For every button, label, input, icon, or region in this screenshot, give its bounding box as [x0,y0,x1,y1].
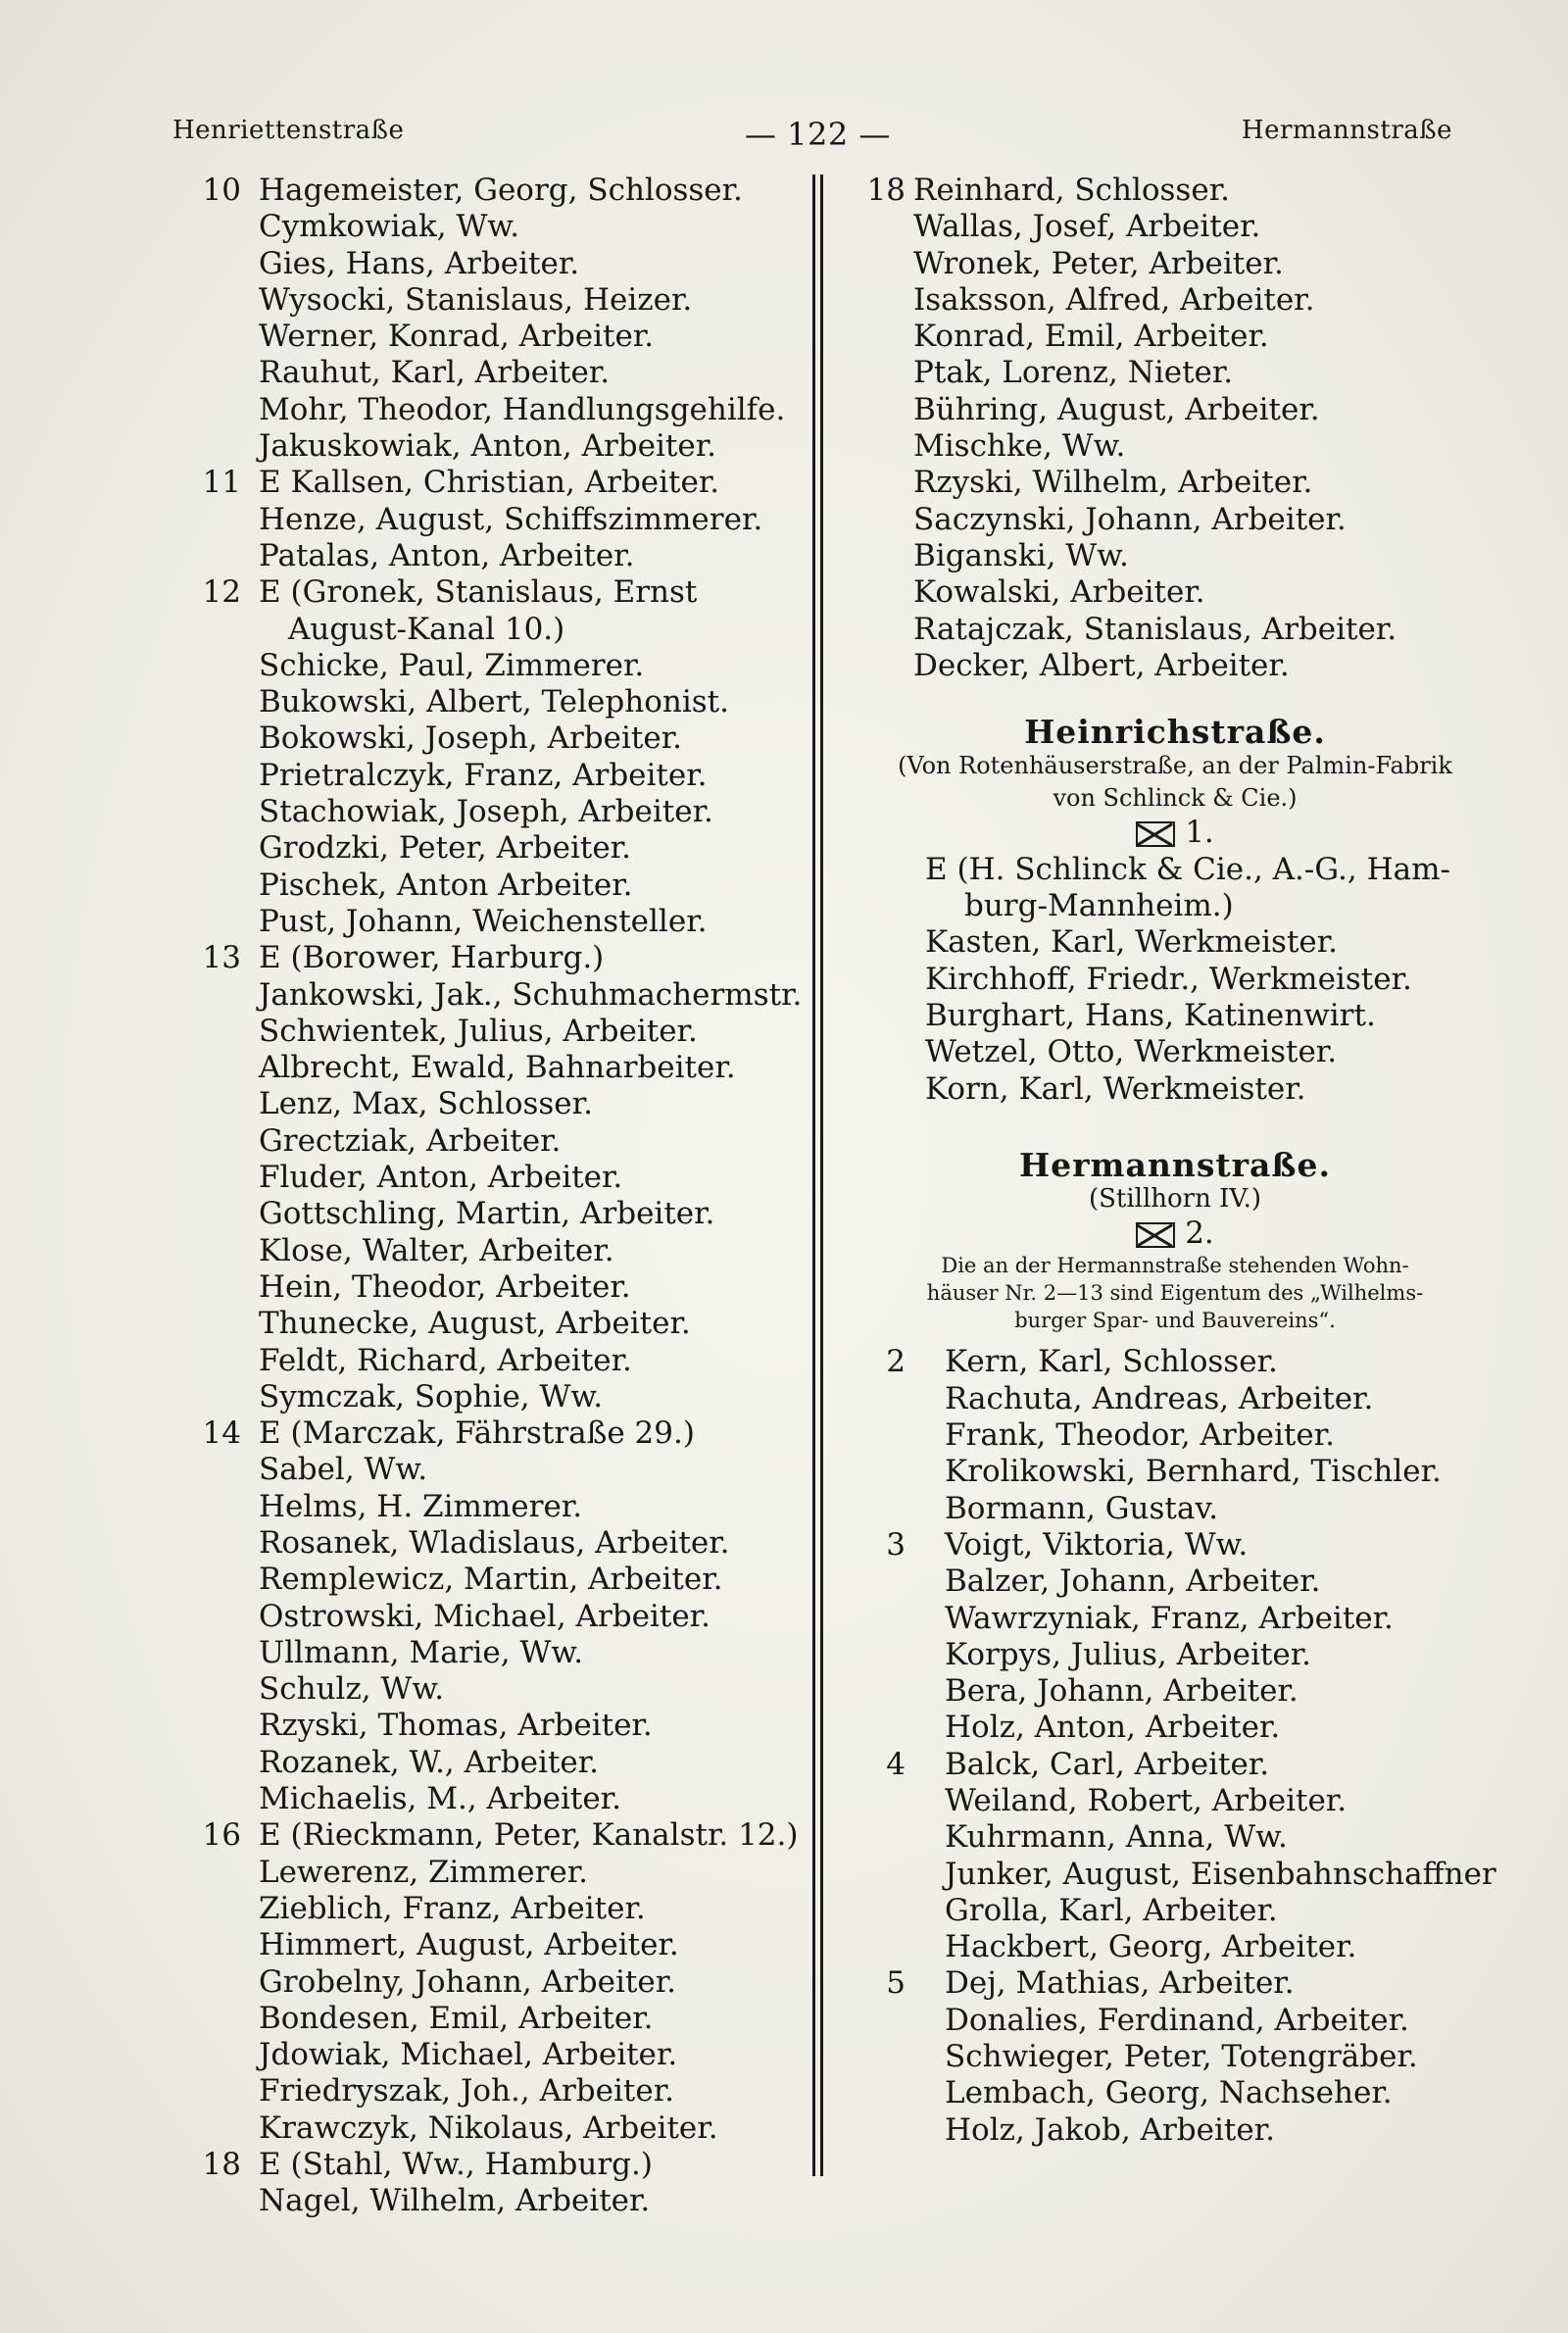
resident-entry: E (Gronek, Stanislaus, Ernst [259,574,698,611]
list-item [202,1050,829,1086]
street-description: (Von Rotenhäuserstraße, an der Palmin-Fabrik [898,752,1452,780]
resident-entry: Cymkowiak, Ww. [259,209,520,245]
house-number: 12 [202,574,241,611]
street-title-hermann: Hermannstraße. [1019,1145,1331,1184]
house-number: 13 [202,940,241,976]
list-item [202,1525,829,1562]
resident-entry: Symczak, Sophie, Ww. [259,1378,604,1415]
list-item [202,1781,829,1817]
list-item [857,1783,1494,1819]
resident-entry: Reinhard, Schlosser. [913,173,1230,208]
resident-entry: Grolla, Karl, Arbeiter. [945,1892,1278,1928]
list-item [857,1857,1494,1893]
running-header-right: Hermannstraße [1241,116,1452,145]
street-description: (Stillhorn IV.) [1088,1184,1262,1215]
house-number: 11 [202,465,241,501]
list-item [857,1527,1494,1564]
list-item [202,1415,829,1452]
list-item [202,1671,829,1708]
resident-entry: Bormann, Gustav. [945,1490,1219,1526]
resident-entry: Frank, Theodor, Arbeiter. [945,1417,1335,1454]
resident-entry: Werner, Konrad, Arbeiter. [259,319,655,355]
resident-entry: Stachowiak, Joseph, Arbeiter. [259,794,713,830]
resident-entry: Schwientek, Julius, Arbeiter. [259,1013,698,1049]
street-title-heinrich: Heinrichstraße. [1024,713,1326,752]
list-item [857,1965,1494,2002]
resident-entry: Korn, Karl, Werkmeister. [925,1070,1306,1107]
resident-entry: Kuhrmann, Anna, Ww. [945,1819,1288,1856]
resident-entry: Jdowiak, Michael, Arbeiter. [259,2037,678,2073]
resident-entry: Bukowski, Albert, Telephonist. [259,684,729,720]
list-item [202,246,829,282]
resident-entry: Albrecht, Ewald, Bahnarbeiter. [259,1050,736,1086]
resident-entry: burg-Mannheim.) [964,888,1234,924]
list-item [857,1491,1494,1527]
resident-entry: Donalies, Ferdinand, Arbeiter. [945,2002,1409,2038]
list-item [202,2110,829,2147]
resident-entry: Holz, Jakob, Arbeiter. [945,2111,1275,2148]
resident-entry: Himmert, August, Arbeiter. [259,1927,679,1963]
list-item [202,1964,829,2001]
list-item [857,2003,1494,2039]
resident-entry: Bühring, August, Arbeiter. [913,391,1320,427]
resident-entry: Schulz, Ww. [259,1671,445,1708]
list-item [202,1233,829,1269]
resident-entry: Burghart, Hans, Katinenwirt. [925,997,1376,1033]
resident-entry: Ptak, Lorenz, Nieter. [913,355,1234,391]
list-item [202,574,829,611]
list-item [857,1710,1494,1746]
list-item [202,1855,829,1891]
ownership-note: burger Spar- und Bauvereins“. [1014,1309,1336,1333]
resident-entry: Sabel, Ww. [259,1452,428,1488]
resident-entry: Krolikowski, Bernhard, Tischler. [945,1454,1442,1490]
list-item [202,392,829,428]
list-item [202,2147,829,2183]
list-item [202,720,829,757]
list-item [202,940,829,976]
list-item [857,1893,1494,1929]
resident-entry: E (Rieckmann, Peter, Kanalstr. 12.) [259,1817,799,1854]
postal-district [857,1216,1494,1252]
resident-entry: E (H. Schlinck & Cie., A.-G., Ham- [925,851,1450,887]
resident-entry: Helms, H. Zimmerer. [259,1488,583,1524]
list-item [925,998,1494,1034]
resident-entry: Rozanek, W., Arbeiter. [259,1744,600,1780]
list-item [857,1417,1494,1454]
list-item [857,355,1494,391]
resident-entry: Pust, Johann, Weichensteller. [259,903,708,939]
resident-entry: Biganski, Ww. [913,537,1129,573]
resident-entry: Henze, August, Schiffszimmerer. [259,501,763,537]
list-item [202,794,829,830]
list-item [202,209,829,245]
envelope-icon [1136,821,1175,847]
resident-entry: Pischek, Anton Arbeiter. [259,867,633,903]
page-number: — 122 — [745,116,891,153]
resident-entry: Isaksson, Alfred, Arbeiter. [913,281,1315,318]
resident-entry: Rosanek, Wladislaus, Arbeiter. [259,1524,730,1561]
list-item [202,1123,829,1160]
list-item [202,1745,829,1781]
list-item [202,1489,829,1525]
list-item [202,1014,829,1050]
list-item [202,2183,829,2219]
resident-entry: Jankowski, Jak., Schuhmachermstr. [259,976,803,1013]
resident-entry: Decker, Albert, Arbeiter. [913,647,1290,683]
list-item [202,319,829,355]
list-item [202,1927,829,1963]
resident-entry: Patalas, Anton, Arbeiter. [259,537,635,573]
list-item [202,1086,829,1122]
resident-entry: Rachuta, Andreas, Arbeiter. [945,1380,1374,1416]
resident-entry: Hein, Theodor, Arbeiter. [259,1268,631,1305]
left-column [202,173,829,2220]
resident-entry: Feldt, Richard, Arbeiter. [259,1342,632,1378]
list-item [857,1637,1494,1673]
list-item [202,1379,829,1415]
list-item [202,648,829,684]
list-item [202,538,829,574]
list-item [925,1034,1494,1070]
list-item [202,282,829,319]
resident-entry: Mischke, Ww. [913,428,1126,465]
resident-entry: Lewerenz, Zimmerer. [259,1854,589,1890]
resident-entry: E Kallsen, Christian, Arbeiter. [259,465,720,501]
list-item [202,1306,829,1342]
resident-entry: Grobelny, Johann, Arbeiter. [259,1963,676,2000]
list-item [857,574,1494,611]
street-description: von Schlinck & Cie.) [1053,784,1298,813]
list-item [202,1196,829,1232]
resident-entry: Zieblich, Franz, Arbeiter. [259,1890,646,1926]
list-item [202,173,829,209]
list-item [202,2001,829,2037]
list-item [857,1747,1494,1783]
resident-entry: Voigt, Viktoria, Ww. [945,1526,1249,1563]
resident-entry: Junker, August, Eisenbahnschaffner [945,1856,1496,1892]
resident-entry: E (Stahl, Ww., Hamburg.) [259,2147,653,2183]
list-item [857,1819,1494,1856]
envelope-icon [1136,1222,1175,1248]
list-item [857,648,1494,684]
house-number: 4 [886,1746,906,1782]
list-item [202,465,829,501]
resident-entry: Bera, Johann, Arbeiter. [945,1673,1298,1710]
list-item [857,538,1494,574]
list-item [857,465,1494,501]
list-item [202,1562,829,1598]
list-item [202,1269,829,1306]
list-item [202,1708,829,1744]
list-item [925,924,1494,961]
resident-entry: Gies, Hans, Arbeiter. [259,245,580,281]
list-item [202,1452,829,1488]
resident-entry: Nagel, Wilhelm, Arbeiter. [259,2183,651,2219]
list-item [857,1454,1494,1490]
resident-entry: Prietralczyk, Franz, Arbeiter. [259,757,708,793]
list-item [857,1601,1494,1637]
postal-district [857,815,1494,851]
list-item [202,2073,829,2110]
list-item [925,852,1494,888]
resident-entry: Rauhut, Karl, Arbeiter. [259,355,611,391]
list-item [925,962,1494,998]
house-number: 18 [202,2147,241,2183]
resident-entry: Remplewicz, Martin, Arbeiter. [259,1562,723,1598]
resident-entry: Jakuskowiak, Anton, Arbeiter. [259,428,716,465]
list-item [925,1071,1494,1108]
resident-entry: Hackbert, Georg, Arbeiter. [945,1929,1357,1965]
resident-entry: Michaelis, M., Arbeiter. [259,1781,621,1817]
list-item [202,2037,829,2073]
resident-entry: Wawrzyniak, Franz, Arbeiter. [945,1600,1394,1636]
house-number: 3 [886,1526,906,1563]
postal-district-number: 1. [1185,815,1214,851]
resident-entry: Bokowski, Joseph, Arbeiter. [259,720,682,757]
list-item [857,282,1494,319]
house-number: 18 [866,173,906,208]
list-item [202,684,829,720]
list-item [857,1673,1494,1710]
list-item [857,1381,1494,1417]
house-number: 10 [202,173,241,208]
resident-entry: Wallas, Josef, Arbeiter. [913,209,1261,245]
list-item [857,2112,1494,2149]
list-item [857,2075,1494,2111]
resident-entry: Friedryszak, Joh., Arbeiter. [259,2073,674,2110]
resident-entry: Lenz, Max, Schlosser. [259,1086,593,1122]
list-item [202,1599,829,1635]
list-item [925,888,1494,924]
resident-entry: Mohr, Theodor, Handlungsgehilfe. [259,391,786,427]
list-item [857,1929,1494,1965]
right-top-entries [857,173,1494,684]
list-item [202,1635,829,1671]
list-item [202,904,829,940]
resident-entry: Schicke, Paul, Zimmerer. [259,647,645,683]
list-item [857,428,1494,465]
hermann-entries [857,1344,1494,2149]
list-item [857,246,1494,282]
resident-entry: Thunecke, August, Arbeiter. [259,1306,691,1342]
resident-entry: Wronek, Peter, Arbeiter. [913,245,1284,281]
resident-entry: Dej, Mathias, Arbeiter. [945,1965,1295,2002]
resident-entry: Klose, Walter, Arbeiter. [259,1232,614,1268]
list-item [202,612,829,648]
list-item [857,1344,1494,1380]
resident-entry: August-Kanal 10.) [288,611,565,647]
resident-entry: Kirchhoff, Friedr., Werkmeister. [925,961,1412,997]
ownership-note: Die an der Hermannstraße stehenden Wohn- [941,1254,1409,1278]
heinrich-entries [925,852,1494,1108]
resident-entry: Balzer, Johann, Arbeiter. [945,1564,1321,1600]
resident-entry: Kasten, Karl, Werkmeister. [925,924,1339,961]
house-number: 5 [886,1965,906,2002]
resident-entry: Rzyski, Thomas, Arbeiter. [259,1708,653,1744]
resident-entry: Lembach, Georg, Nachseher. [945,2075,1393,2111]
house-number: 14 [202,1415,241,1452]
resident-entry: Kowalski, Arbeiter. [913,574,1205,611]
list-item [202,355,829,391]
resident-entry: E (Marczak, Fährstraße 29.) [259,1415,695,1452]
resident-entry: Korpys, Julius, Arbeiter. [945,1636,1311,1672]
running-header-left: Henriettenstraße [172,116,405,145]
resident-entry: Wysocki, Stanislaus, Heizer. [259,281,693,318]
list-item [857,209,1494,245]
resident-entry: Holz, Anton, Arbeiter. [945,1710,1281,1746]
list-item [857,1564,1494,1600]
list-item [857,502,1494,538]
resident-entry: Bondesen, Emil, Arbeiter. [259,2000,654,2036]
resident-entry: Krawczyk, Nikolaus, Arbeiter. [259,2110,718,2146]
list-item [202,1343,829,1379]
resident-entry: Konrad, Emil, Arbeiter. [913,319,1269,355]
list-item [857,612,1494,648]
resident-entry: Fluder, Anton, Arbeiter. [259,1160,623,1196]
resident-entry: Gottschling, Martin, Arbeiter. [259,1196,715,1232]
resident-entry: Wetzel, Otto, Werkmeister. [925,1034,1338,1070]
list-item [857,2039,1494,2075]
list-item [857,173,1494,209]
list-item [202,502,829,538]
resident-entry: Grectziak, Arbeiter. [259,1122,562,1159]
resident-entry: Kern, Karl, Schlosser. [945,1344,1278,1380]
list-item [857,319,1494,355]
resident-entry: Weiland, Robert, Arbeiter. [945,1782,1348,1818]
list-item [202,1891,829,1927]
list-item [202,428,829,465]
resident-entry: Schwieger, Peter, Totengräber. [945,2039,1418,2075]
resident-entry: Ratajczak, Stanislaus, Arbeiter. [913,611,1397,647]
list-item [202,1817,829,1854]
resident-entry: Ostrowski, Michael, Arbeiter. [259,1598,710,1634]
resident-entry: Balck, Carl, Arbeiter. [945,1746,1270,1782]
resident-entry: E (Borower, Harburg.) [259,940,605,976]
house-number: 2 [886,1344,906,1380]
resident-entry: Rzyski, Wilhelm, Arbeiter. [913,465,1313,501]
resident-entry: Saczynski, Johann, Arbeiter. [913,501,1347,537]
resident-entry: Grodzki, Peter, Arbeiter. [259,830,631,867]
list-item [202,1160,829,1196]
postal-district-number: 2. [1185,1216,1214,1252]
list-item [857,392,1494,428]
right-column [857,173,1494,2149]
resident-entry: Ullmann, Marie, Ww. [259,1634,584,1670]
ownership-note: häuser Nr. 2—13 sind Eigentum des „Wilhelms- [926,1281,1424,1306]
list-item [202,868,829,904]
house-number: 16 [202,1817,241,1854]
resident-entry: Hagemeister, Georg, Schlosser. [259,173,743,208]
list-item [202,830,829,867]
list-item [202,758,829,794]
list-item [202,977,829,1014]
